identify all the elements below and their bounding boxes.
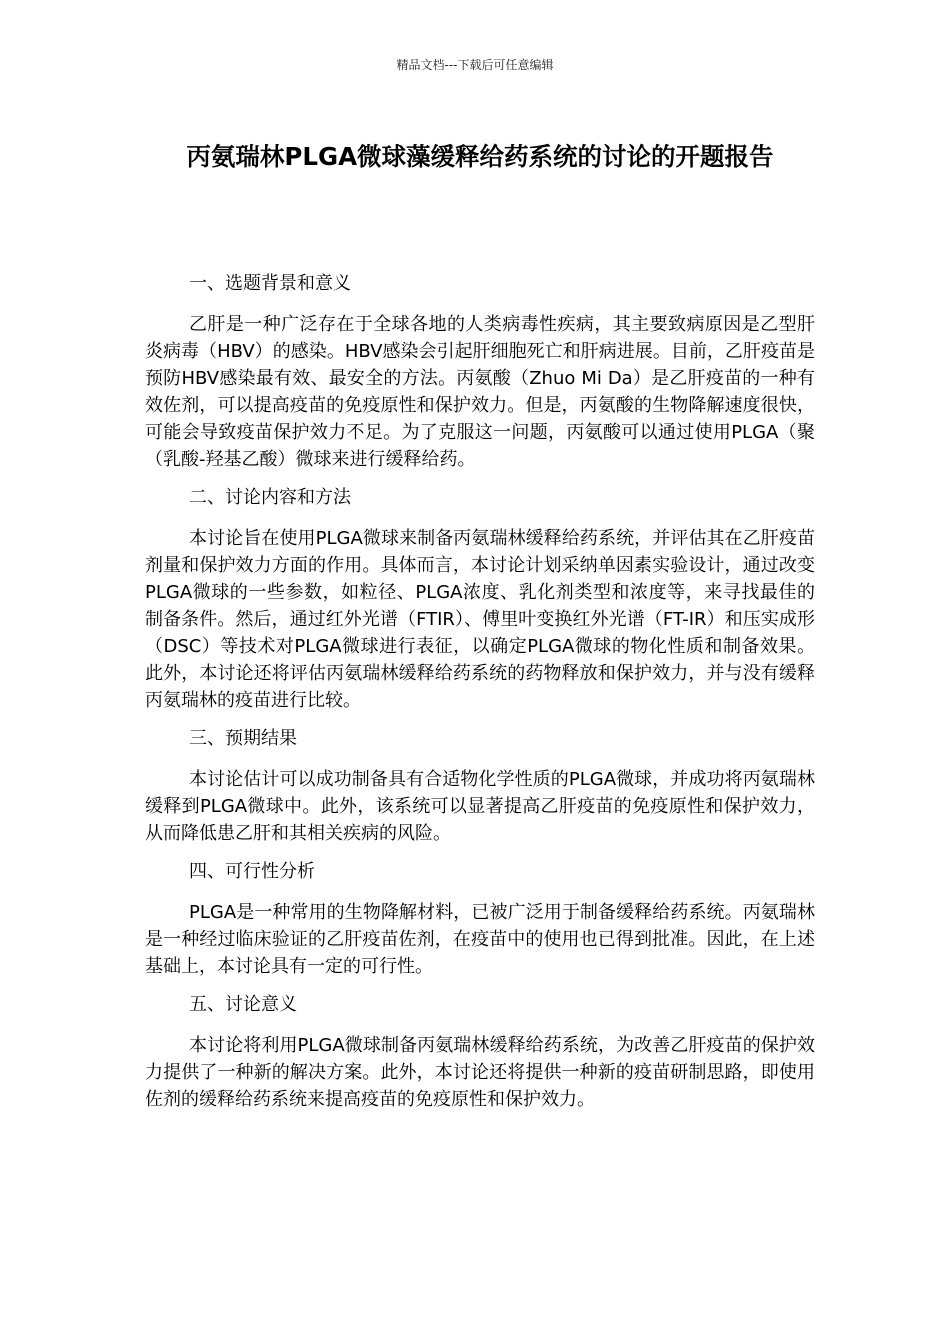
- section-content-methods: [145, 484, 815, 714]
- section-heading: 一、选题背景和意义: [189, 273, 351, 294]
- section-heading: 四、可行性分析: [189, 861, 315, 882]
- section-heading: 三、预期结果: [189, 728, 297, 749]
- section-paragraph: 本讨论旨在使用PLGA微球来制备丙氨瑞林缓释给药系统，并评估其在乙肝疫苗剂量和保护效力方面的作用。具体而言，本讨论计划采纳单因素实验设计，通过改变PLGA微球的一些参数，如粒径、PLGA浓度、乳化剂类型和浓度等，来寻找最佳的制备条件。然后，通过红外光谱（FTIR）、傅里叶变换红外光谱（FT-IR）和压实成形（DSC）等技术对PLGA微球进行表征，以确定PLGA微球的物化性质和制备效果。此外，本讨论还将评估丙氨瑞林缓释给药系统的药物释放和保护效力，并与没有缓释丙氨瑞林的疫苗进行比较。: [145, 528, 815, 711]
- section-expected-results: [145, 725, 815, 847]
- section-background: [145, 270, 815, 473]
- section-heading: 二、讨论内容和方法: [189, 487, 351, 508]
- section-paragraph: PLGA是一种常用的生物降解材料，已被广泛用于制备缓释给药系统。丙氨瑞林是一种经过临床验证的乙肝疫苗佐剂，在疫苗中的使用也已得到批准。因此，在上述基础上，本讨论具有一定的可行性。: [145, 902, 815, 977]
- section-paragraph: 本讨论将利用PLGA微球制备丙氨瑞林缓释给药系统，为改善乙肝疫苗的保护效力提供了一种新的解决方案。此外，本讨论还将提供一种新的疫苗研制思路，即使用佐剂的缓释给药系统来提高疫苗的免疫原性和保护效力。: [145, 1035, 815, 1110]
- page-header: 精品文档---下载后可任意编辑: [396, 58, 554, 72]
- section-feasibility: [145, 858, 815, 980]
- section-paragraph: 本讨论估计可以成功制备具有合适物化学性质的PLGA微球，并成功将丙氨瑞林缓释到PLGA微球中。此外，该系统可以显著提高乙肝疫苗的免疫原性和保护效力，从而降低患乙肝和其相关疾病的风险。: [145, 769, 815, 844]
- section-heading: 五、讨论意义: [189, 994, 297, 1015]
- section-paragraph: 乙肝是一种广泛存在于全球各地的人类病毒性疾病，其主要致病原因是乙型肝炎病毒（HBV）的感染。HBV感染会引起肝细胞死亡和肝病进展。目前，乙肝疫苗是预防HBV感染最有效、最安全的方法。丙氨酸（Zhuo Mi Da）是乙肝疫苗的一种有效佐剂，可以提高疫苗的免疫原性和保护效力。但是，丙氨酸的生物降解速度很快，可能会导致疫苗保护效力不足。为了克服这一问题，丙氨酸可以通过使用PLGA（聚（乳酸-羟基乙酸）微球来进行缓释给药。: [145, 314, 815, 470]
- document-title: 丙氨瑞林PLGA微球藻缓释给药系统的讨论的开题报告: [186, 142, 774, 171]
- document-body: [145, 270, 815, 1124]
- section-significance: [145, 991, 815, 1113]
